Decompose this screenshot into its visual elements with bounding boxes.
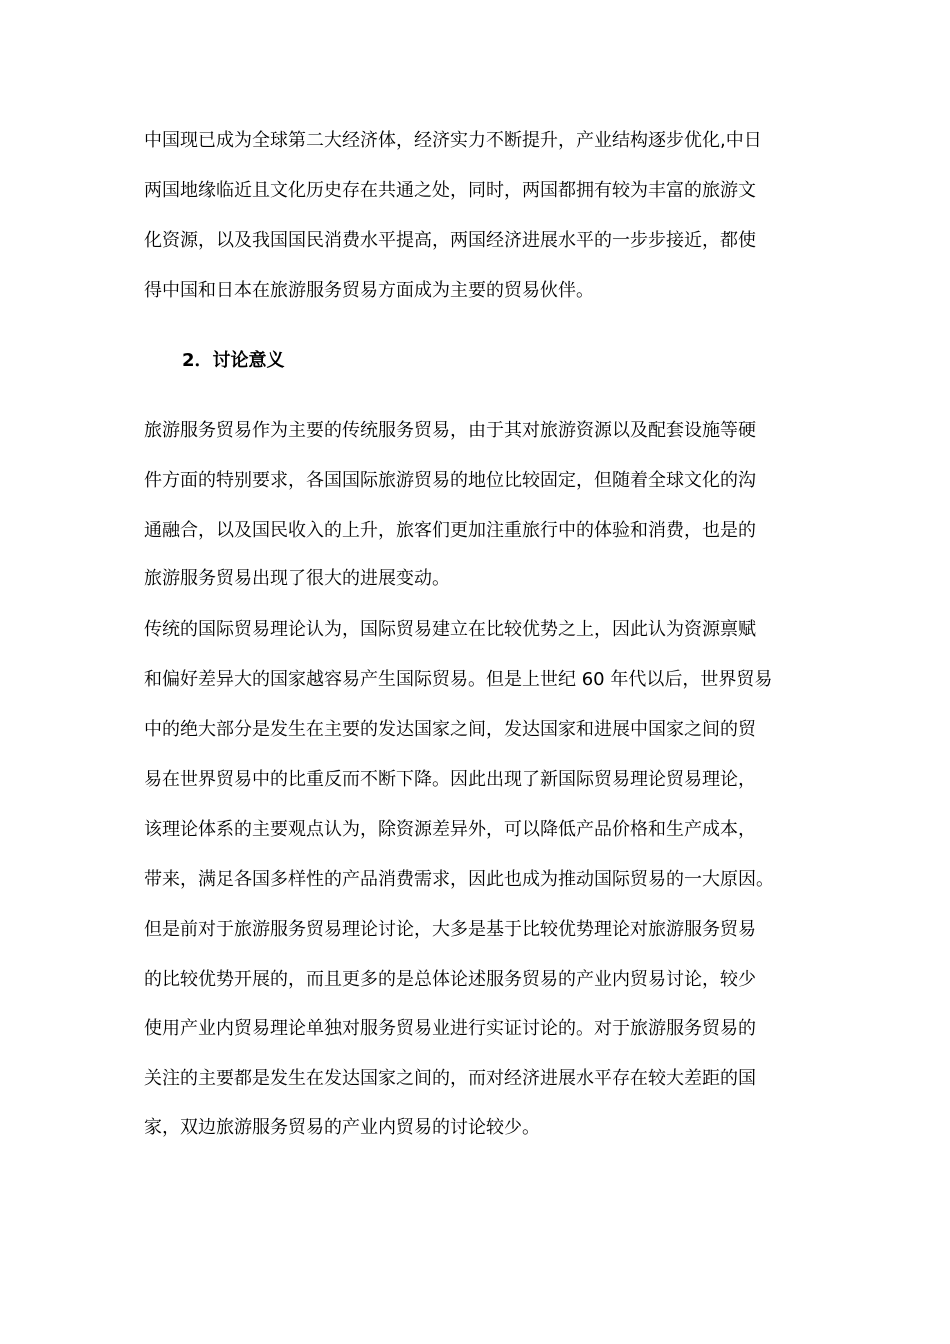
- text-line: 和偏好差异大的国家越容易产生国际贸易。但是上世纪 60 年代以后，世界贸易: [144, 669, 773, 690]
- text-line: 两国地缘临近且文化历史存在共通之处，同时，两国都拥有较为丰富的旅游文: [144, 180, 756, 201]
- text-line: 旅游服务贸易作为主要的传统服务贸易，由于其对旅游资源以及配套设施等硬: [144, 420, 756, 441]
- text-line: 旅游服务贸易出现了很大的进展变动。: [144, 568, 450, 589]
- text-line: 的比较优势开展的，而且更多的是总体论述服务贸易的产业内贸易讨论，较少: [144, 969, 756, 990]
- section-heading: 2．讨论意义: [182, 350, 285, 371]
- text-line: 该理论体系的主要观点认为，除资源差异外，可以降低产品价格和生产成本，: [144, 819, 756, 840]
- text-line: 化资源，以及我国国民消费水平提高，两国经济进展水平的一步步接近，都使: [144, 230, 756, 251]
- text-line: 易在世界贸易中的比重反而不断下降。因此出现了新国际贸易理论贸易理论，: [144, 769, 756, 790]
- text-line: 中的绝大部分是发生在主要的发达国家之间，发达国家和进展中国家之间的贸: [144, 719, 756, 740]
- text-line: 通融合，以及国民收入的上升，旅客们更加注重旅行中的体验和消费，也是的: [144, 520, 756, 541]
- text-line: 件方面的特别要求，各国国际旅游贸易的地位比较固定，但随着全球文化的沟: [144, 470, 756, 491]
- text-line: 中国现已成为全球第二大经济体，经济实力不断提升，产业结构逐步优化,中日: [144, 130, 762, 151]
- text-line: 使用产业内贸易理论单独对服务贸易业进行实证讨论的。对于旅游服务贸易的: [144, 1018, 756, 1039]
- text-line: 家，双边旅游服务贸易的产业内贸易的讨论较少。: [144, 1117, 540, 1138]
- text-line: 关注的主要都是发生在发达国家之间的，而对经济进展水平存在较大差距的国: [144, 1068, 756, 1089]
- text-line: 带来，满足各国多样性的产品消费需求，因此也成为推动国际贸易的一大原因。: [144, 869, 774, 890]
- text-line: 但是前对于旅游服务贸易理论讨论，大多是基于比较优势理论对旅游服务贸易: [144, 919, 756, 940]
- text-line: 得中国和日本在旅游服务贸易方面成为主要的贸易伙伴。: [144, 280, 594, 301]
- text-line: 传统的国际贸易理论认为，国际贸易建立在比较优势之上，因此认为资源禀赋: [144, 619, 756, 640]
